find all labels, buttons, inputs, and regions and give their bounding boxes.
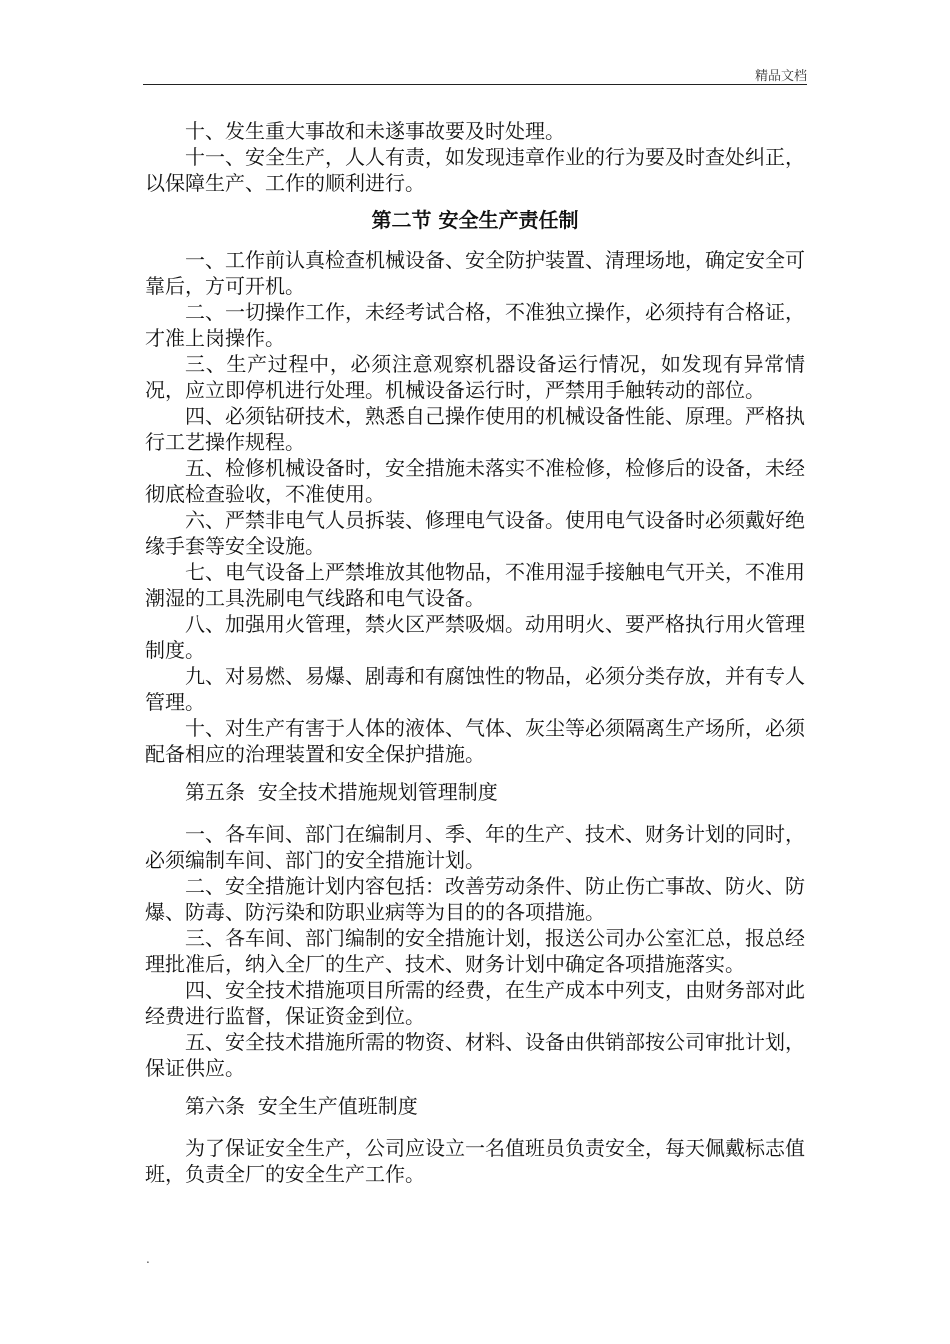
section-title: 第二节 安全生产责任制 bbox=[371, 208, 579, 232]
article-title: 安全技术措施规划管理制度 bbox=[257, 780, 498, 804]
paragraph: 十、对生产有害于人体的液体、气体、灰尘等必须隔离生产场所，必须配备相应的治理装置和安全保护措施。 bbox=[145, 716, 805, 766]
paragraph: 七、电气设备上严禁堆放其他物品，不准用湿手接触电气开关，不准用潮湿的工具洗刷电气线路和电气设备。 bbox=[145, 560, 805, 610]
article-heading bbox=[145, 1093, 805, 1119]
article-heading bbox=[145, 779, 805, 805]
header-divider bbox=[143, 84, 807, 85]
paragraph: 四、必须钻研技术，熟悉自己操作使用的机械设备性能、原理。严格执行工艺操作规程。 bbox=[145, 404, 805, 454]
paragraph: 九、对易燃、易爆、剧毒和有腐蚀性的物品，必须分类存放，并有专人管理。 bbox=[145, 664, 805, 714]
article-number: 第六条 bbox=[185, 1094, 245, 1118]
footer-mark: . bbox=[146, 1252, 150, 1266]
article-title: 安全生产值班制度 bbox=[257, 1094, 418, 1118]
paragraph: 八、加强用火管理，禁火区严禁吸烟。动用明火、要严格执行用火管理制度。 bbox=[145, 612, 805, 662]
paragraph: 五、安全技术措施所需的物资、材料、设备由供销部按公司审批计划，保证供应。 bbox=[145, 1030, 805, 1080]
paragraph: 十一、安全生产，人人有责，如发现违章作业的行为要及时查处纠正，以保障生产、工作的顺利进行。 bbox=[145, 145, 805, 195]
paragraph: 十、发生重大事故和未遂事故要及时处理。 bbox=[185, 119, 565, 143]
header-label: 精品文档 bbox=[754, 69, 807, 84]
paragraph: 一、各车间、部门在编制月、季、年的生产、技术、财务计划的同时，必须编制车间、部门的安全措施计划。 bbox=[145, 822, 805, 872]
paragraph: 六、严禁非电气人员拆装、修理电气设备。使用电气设备时必须戴好绝缘手套等安全设施。 bbox=[145, 508, 805, 558]
document-body bbox=[145, 118, 805, 1187]
paragraph: 二、一切操作工作，未经考试合格，不准独立操作，必须持有合格证，才准上岗操作。 bbox=[145, 300, 805, 350]
paragraph: 三、生产过程中，必须注意观察机器设备运行情况，如发现有异常情况，应立即停机进行处理。机械设备运行时，严禁用手触转动的部位。 bbox=[145, 352, 805, 402]
paragraph: 五、检修机械设备时，安全措施未落实不准检修，检修后的设备，未经彻底检查验收，不准使用。 bbox=[145, 456, 805, 506]
paragraph: 为了保证安全生产，公司应设立一名值班员负责安全，每天佩戴标志值班，负责全厂的安全生产工作。 bbox=[145, 1136, 805, 1186]
article-number: 第五条 bbox=[185, 780, 245, 804]
paragraph: 三、各车间、部门编制的安全措施计划，报送公司办公室汇总，报总经理批准后，纳入全厂的生产、技术、财务计划中确定各项措施落实。 bbox=[145, 926, 805, 976]
paragraph: 二、安全措施计划内容包括：改善劳动条件、防止伤亡事故、防火、防爆、防毒、防污染和防职业病等为目的的各项措施。 bbox=[145, 874, 805, 924]
paragraph: 四、安全技术措施项目所需的经费，在生产成本中列支，由财务部对此经费进行监督，保证资金到位。 bbox=[145, 978, 805, 1028]
paragraph: 一、工作前认真检查机械设备、安全防护装置、清理场地，确定安全可靠后，方可开机。 bbox=[145, 248, 805, 298]
